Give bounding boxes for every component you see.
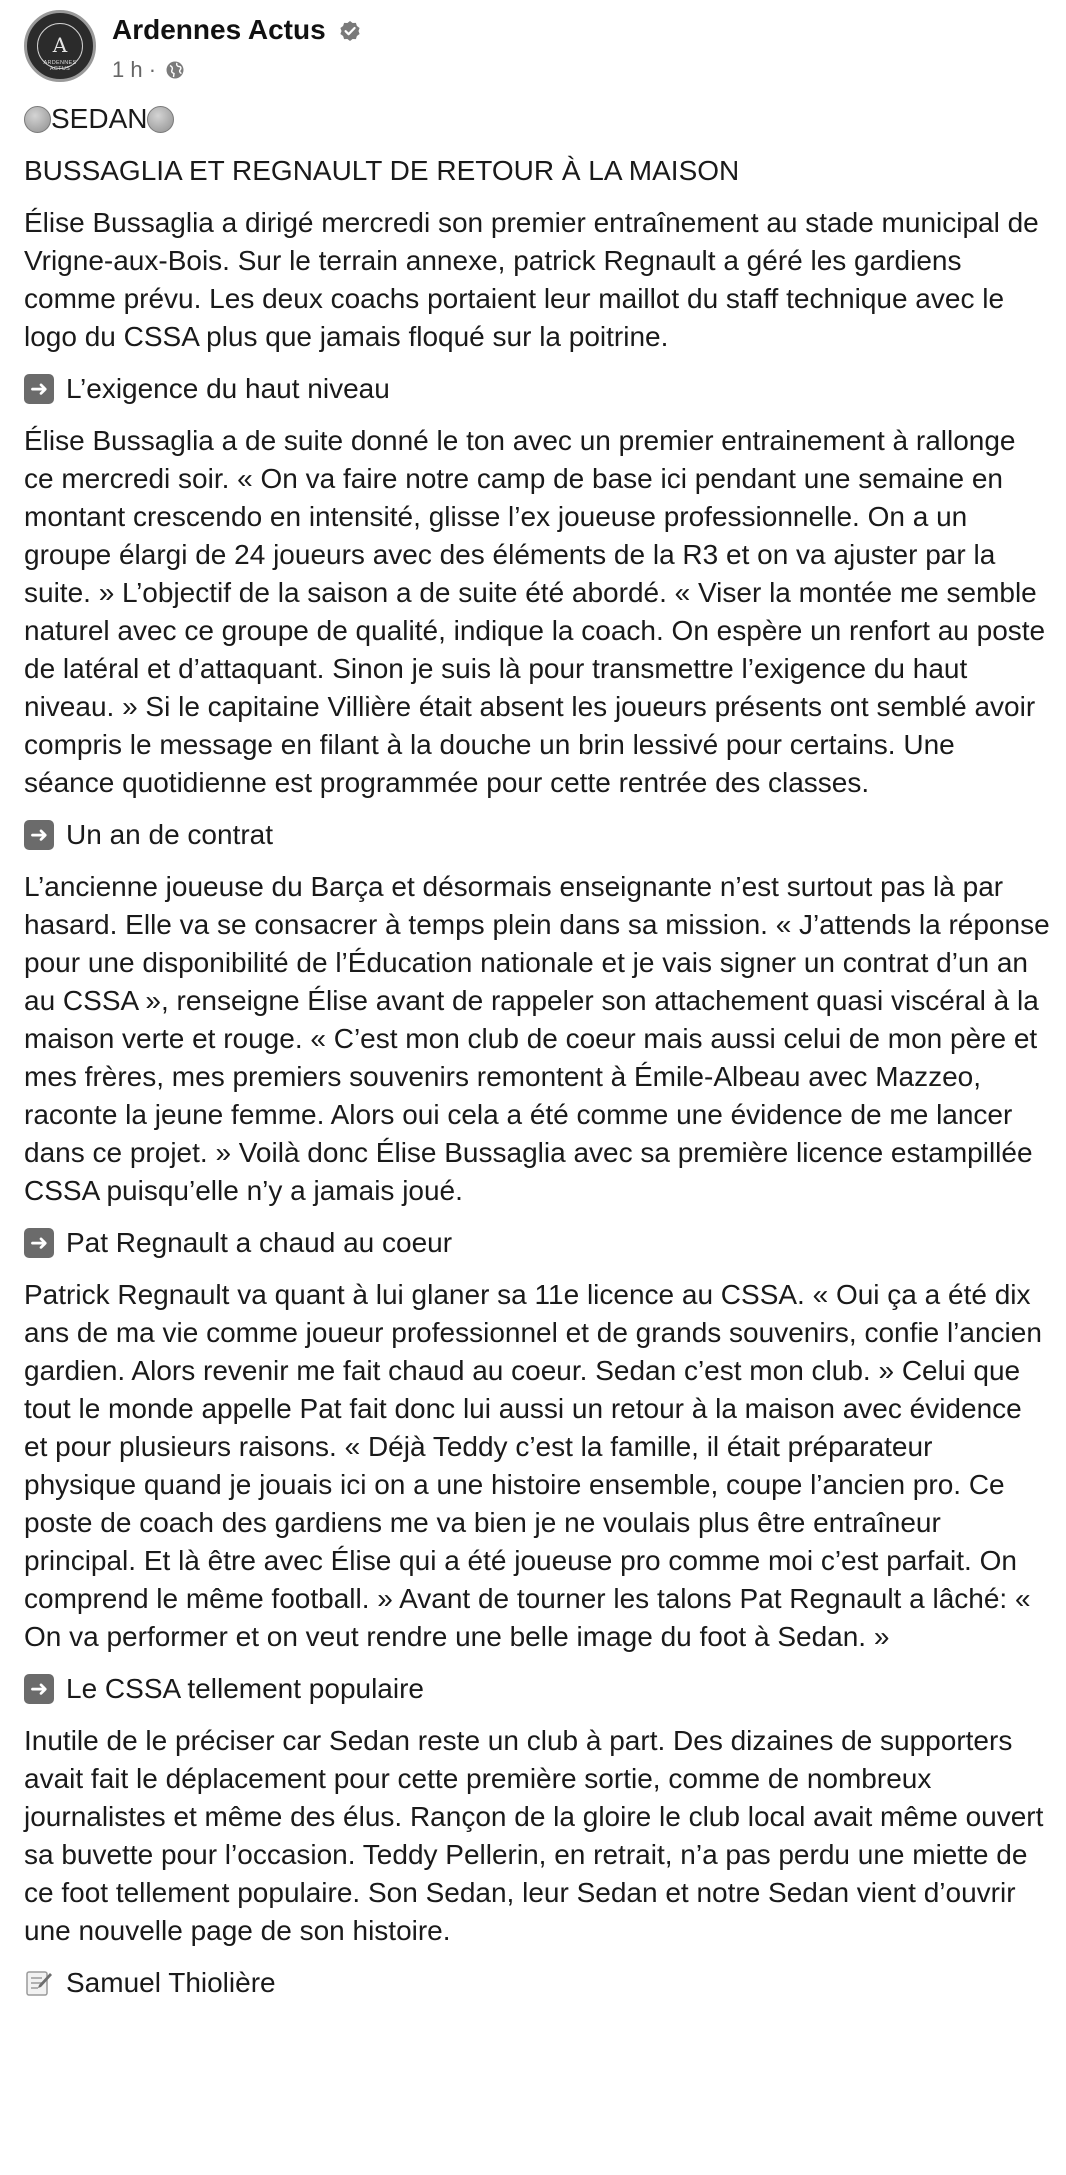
section-paragraph: Patrick Regnault va quant à lui glaner sa 11e licence au CSSA. « Oui ça a été dix ans de ma vie comme joueur professionnel et de grands souvenirs, confie l’ancien gardien. Alors revenir me fait chaud au coeur. Sedan c’est mon club. » Celui que tout le monde appelle Pat fait donc lui aussi un retour à la maison avec évidence et pour plusieurs raisons. « Déjà Teddy c’est la famille, il était préparateur physique quand je jouais ici on a une histoire ensemble, coupe l’ancien pro. Ce poste de coach des gardiens me va bien je ne voulais plus être entraîneur principal. Et là être avec Élise qui a été joueuse pro comme moi c’est parfait. On comprend le même football. » Avant de tourner les talons Pat Regnault a lâché: « On va performer et on veut rendre une belle image du foot à Sedan. » xyxy=(24,1279,1042,1652)
section-title-label: Un an de contrat xyxy=(66,819,274,850)
right-arrow-emoji-icon: ➜ xyxy=(24,820,54,850)
right-arrow-emoji-icon: ➜ xyxy=(24,1674,54,1704)
section-paragraph: L’ancienne joueuse du Barça et désormais enseignante n’est surtout pas là par hasard. Elle va se consacrer à temps plein dans sa mission. « J’attends la réponse pour une disponibilité de l’Éducation nationale et je vais signer un contrat d’un an au CSSA », renseigne Élise avant de rappeler son attachement quasi viscéral à la maison verte et rouge. « C’est mon club de coeur mais aussi celui de mon père et mes frères, mes premiers souvenirs remontent à Émile-Albeau avec Mazzeo, raconte la jeune femme. Alors oui cela a été comme une évidence de me lancer dans ce projet. » Voilà donc Élise Bussaglia avec sa première licence estampillée CSSA puisqu’elle n’y a jamais joué. xyxy=(24,871,1050,1206)
section-title-label: Pat Regnault a chaud au coeur xyxy=(66,1227,453,1258)
avatar[interactable] xyxy=(24,10,96,82)
signature-line xyxy=(24,1964,1050,2002)
intro-paragraph: Élise Bussaglia a dirigé mercredi son premier entraînement au stade municipal de Vrigne-aux-Bois. Sur le terrain annexe, patrick Regnault a géré les gardiens comme prévu. Les deux coachs portaient leur maillot du staff technique avec le logo du CSSA plus que jamais floqué sur la poitrine. xyxy=(24,207,1039,352)
post-body xyxy=(24,100,1050,2002)
section-title-label: Le CSSA tellement populaire xyxy=(66,1673,424,1704)
page-name[interactable] xyxy=(112,14,361,46)
memo-emoji-icon xyxy=(24,1968,54,1998)
right-arrow-emoji-icon: ➜ xyxy=(24,374,54,404)
right-arrow-emoji-icon: ➜ xyxy=(24,1228,54,1258)
post-timestamp[interactable]: 1 h · xyxy=(112,57,157,82)
white-circle-emoji-icon xyxy=(147,106,174,133)
post-meta xyxy=(112,57,185,83)
page-name-label: Ardennes Actus xyxy=(112,14,326,45)
avatar-caption: ARDENNES ACTUS xyxy=(43,60,77,72)
section-title xyxy=(24,1224,1050,1262)
verified-badge-icon xyxy=(339,20,361,42)
globe-icon xyxy=(165,60,185,80)
section-title xyxy=(24,370,1050,408)
location-label: SEDAN xyxy=(51,103,148,134)
white-circle-emoji-icon xyxy=(24,106,51,133)
section-paragraph: Inutile de le préciser car Sedan reste un club à part. Des dizaines de supporters avait fait le déplacement pour cette première sortie, comme de nombreux journalistes et même des élus. Rançon de la gloire le club local avait même ouvert sa buvette pour l’occasion. Teddy Pellerin, en retrait, n’a pas perdu une miette de ce foot tellement populaire. Son Sedan, leur Sedan et notre Sedan vient d’ouvrir une nouvelle page de son histoire. xyxy=(24,1725,1044,1946)
post-header xyxy=(24,10,1044,90)
location-line xyxy=(24,100,1050,138)
avatar-letter: A xyxy=(52,33,68,57)
section-title-label: L’exigence du haut niveau xyxy=(66,373,390,404)
section-title xyxy=(24,1670,1050,1708)
section-title xyxy=(24,816,1050,854)
section-paragraph: Élise Bussaglia a de suite donné le ton avec un premier entrainement à rallonge ce mercredi soir. « On va faire notre camp de base ici pendant une semaine en montant crescendo en intensité, glisse l’ex joueuse professionnelle. On a un groupe élargi de 24 joueurs avec des éléments de la R3 et on va ajuster par la suite. » L’objectif de la saison a de suite été abordé. « Viser la montée me semble naturel avec ce groupe de qualité, indique la coach. On espère un renfort au poste de latéral et d’attaquant. Sinon je suis là pour transmettre l’exigence du haut niveau. » Si le capitaine Villière était absent les joueurs présents ont semblé avoir compris le message en filant à la douche un brin lessivé pour certains. Une séance quotidienne est programmée pour cette rentrée des classes. xyxy=(24,425,1046,798)
headline: BUSSAGLIA ET REGNAULT DE RETOUR À LA MAISON xyxy=(24,155,740,186)
author-signature: Samuel Thiolière xyxy=(66,1967,276,1998)
